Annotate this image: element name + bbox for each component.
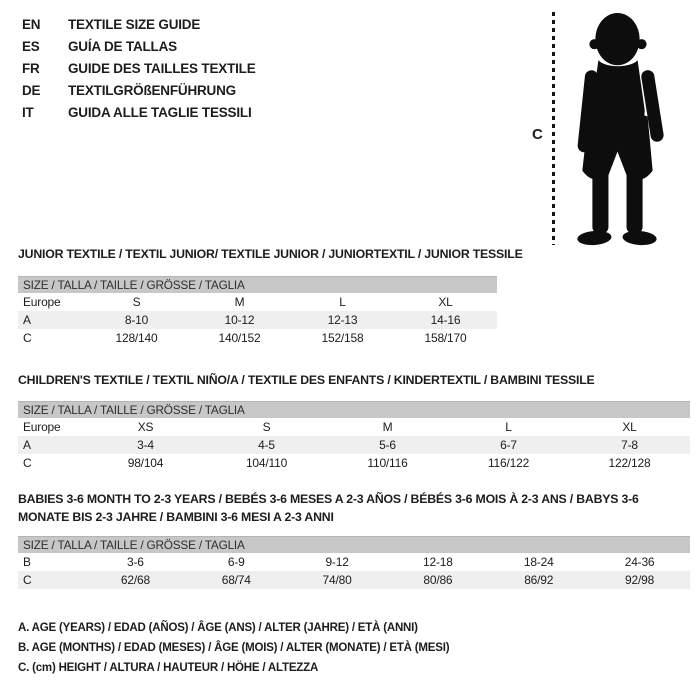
section-babies-textile	[18, 490, 690, 589]
cell-value: 7-8	[621, 438, 638, 452]
cell-value: XS	[137, 420, 154, 434]
cell-value: 18-24	[523, 555, 554, 569]
lang-code: ES	[22, 39, 40, 54]
table-row	[18, 571, 690, 589]
footnote-c: C. (cm) HEIGHT / ALTURA / HAUTEUR / HÖHE / ALTEZZA	[18, 662, 319, 674]
table-row	[18, 436, 690, 454]
cell-value: 116/122	[487, 456, 530, 470]
cell-value: 80/86	[423, 573, 453, 587]
cell-value: 12-13	[327, 313, 358, 327]
language-legend	[22, 14, 256, 124]
measure-c-label: C	[532, 126, 543, 143]
lang-row-it	[22, 102, 256, 124]
cell-value: 122/128	[608, 456, 651, 470]
junior-table	[18, 293, 497, 347]
cell-value: 24-36	[624, 555, 655, 569]
lang-row-es	[22, 36, 256, 58]
cell-value: 110/116	[367, 456, 408, 470]
cell-value: 152/158	[321, 331, 364, 345]
row-label: B	[23, 555, 31, 569]
row-label: C	[23, 573, 32, 587]
cell-value: 140/152	[218, 331, 261, 345]
size-header-band: SIZE / TALLA / TAILLE / GRÖSSE / TAGLIA	[18, 276, 497, 293]
lang-code: EN	[22, 17, 41, 32]
cell-value: XL	[622, 420, 637, 434]
cell-value: 3-4	[137, 438, 154, 452]
cell-value: L	[505, 420, 512, 434]
lang-title: TEXTILE SIZE GUIDE	[68, 17, 201, 32]
size-header-band: SIZE / TALLA / TAILLE / GRÖSSE / TAGLIA	[18, 401, 690, 418]
cell-value: S	[132, 295, 141, 309]
babies-table	[18, 553, 690, 589]
childrens-table	[18, 418, 690, 472]
cell-value: 128/140	[115, 331, 158, 345]
footnote-a: A. AGE (YEARS) / EDAD (AÑOS) / ÂGE (ANS) / ALTER (JAHRE) / ETÀ (ANNI)	[18, 622, 418, 634]
lang-code: IT	[22, 105, 34, 120]
cell-value: 9-12	[325, 555, 349, 569]
lang-title: GUÍA DE TALLAS	[68, 39, 177, 54]
cell-value: 104/110	[245, 456, 288, 470]
size-header-band: SIZE / TALLA / TAILLE / GRÖSSE / TAGLIA	[18, 536, 690, 553]
section-title: CHILDREN'S TEXTILE / TEXTIL NIÑO/A / TEXTILE DES ENFANTS / KINDERTEXTIL / BAMBINI TESSILE	[18, 373, 595, 387]
cell-value: 68/74	[221, 573, 251, 587]
cell-value: 86/92	[524, 573, 554, 587]
childrens-size-table	[18, 401, 690, 472]
row-label: Europe	[23, 295, 61, 309]
section-childrens-textile	[18, 371, 690, 472]
section-junior-textile	[18, 245, 690, 347]
lang-code: FR	[22, 61, 40, 76]
lang-title: GUIDA ALLE TAGLIE TESSILI	[68, 105, 252, 120]
cell-value: 92/98	[625, 573, 655, 587]
cell-value: 8-10	[124, 313, 149, 327]
cell-value: S	[262, 420, 271, 434]
junior-size-table	[18, 276, 497, 347]
cell-value: 62/68	[120, 573, 150, 587]
footnotes	[18, 618, 690, 678]
section-title: BABIES 3-6 MONTH TO 2-3 YEARS / BEBÉS 3-6 MESES A 2-3 AÑOS / BÉBÉS 3-6 MOIS À 2-3 ANS / BABYS 3-6 MONATE BIS 2-3 JAHRE / BAMBINI 3-6 MESI A 2-3 ANNI	[18, 492, 639, 524]
cell-value: 74/80	[322, 573, 352, 587]
table-row	[18, 293, 497, 311]
lang-code: DE	[22, 83, 41, 98]
row-label: A	[23, 438, 31, 452]
row-label: C	[23, 456, 32, 470]
cell-value: 98/104	[127, 456, 164, 470]
table-row	[18, 553, 690, 571]
table-row	[18, 418, 690, 436]
lang-title: TEXTILGRÖßENFÜHRUNG	[68, 83, 236, 98]
toddler-silhouette-image	[564, 12, 674, 246]
row-label: C	[23, 331, 32, 345]
cell-value: L	[339, 295, 346, 309]
table-row	[18, 311, 497, 329]
table-row	[18, 329, 497, 347]
cell-value: 158/170	[424, 331, 467, 345]
cell-value: XL	[438, 295, 453, 309]
lang-row-fr	[22, 58, 256, 80]
section-title: JUNIOR TEXTILE / TEXTIL JUNIOR/ TEXTILE JUNIOR / JUNIORTEXTIL / JUNIOR TESSILE	[18, 247, 523, 261]
cell-value: M	[234, 295, 245, 309]
row-label: A	[23, 313, 31, 327]
cell-value: 6-7	[500, 438, 517, 452]
cell-value: 4-5	[258, 438, 275, 452]
babies-size-table	[18, 536, 690, 589]
cell-value: 10-12	[224, 313, 255, 327]
lang-row-de	[22, 80, 256, 102]
table-row	[18, 454, 690, 472]
footnote-b: B. AGE (MONTHS) / EDAD (MESES) / ÂGE (MOIS) / ALTER (MONATE) / ETÀ (MESI)	[18, 642, 450, 654]
cell-value: 14-16	[430, 313, 461, 327]
lang-title: GUIDE DES TAILLES TEXTILE	[68, 61, 256, 76]
size-tables	[18, 245, 690, 678]
lang-row-en	[22, 14, 256, 36]
height-measure-line	[552, 12, 555, 245]
cell-value: 3-6	[127, 555, 144, 569]
cell-value: M	[382, 420, 393, 434]
measurement-figure	[518, 6, 700, 252]
row-label: Europe	[23, 420, 61, 434]
cell-value: 12-18	[423, 555, 453, 569]
cell-value: 5-6	[379, 438, 396, 452]
cell-value: 6-9	[227, 555, 245, 569]
